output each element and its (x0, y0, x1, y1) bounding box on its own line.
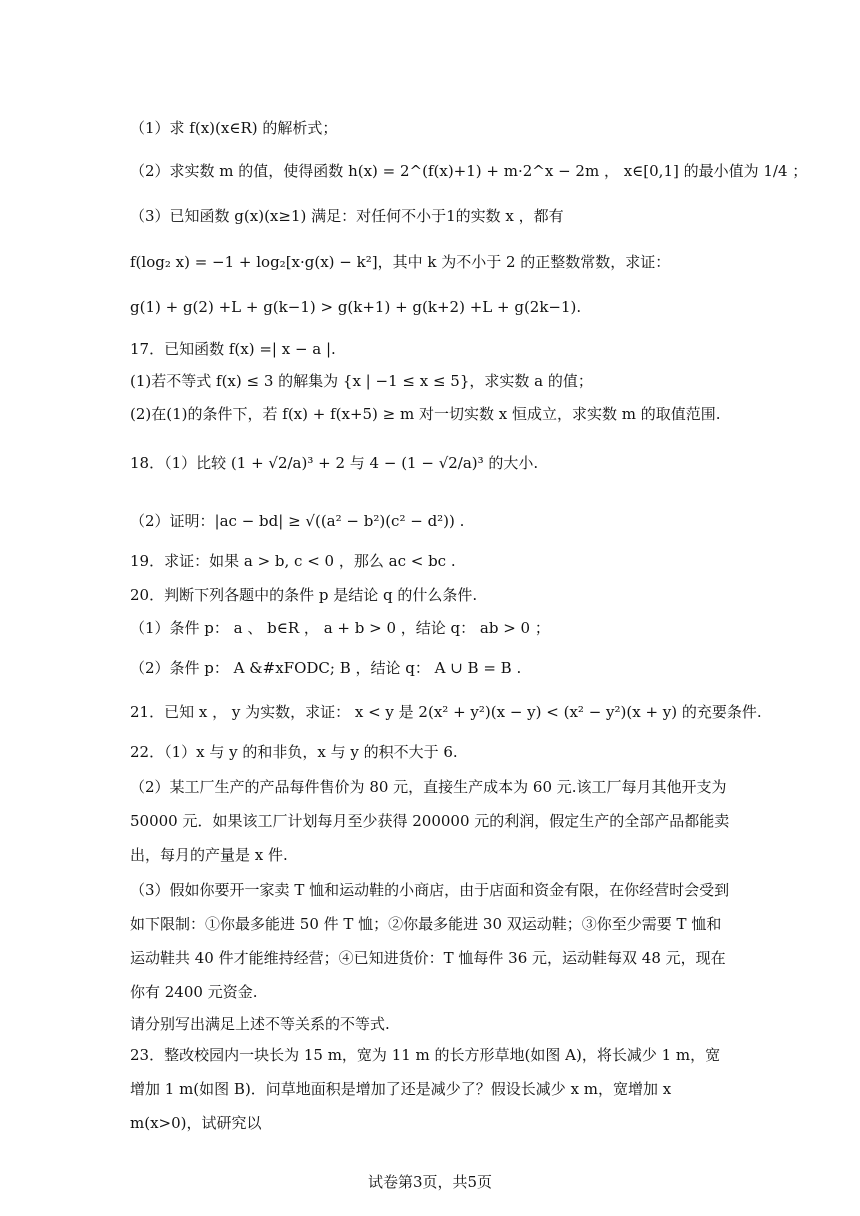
question-23: 23．整改校园内一块长为 15 m，宽为 11 m 的长方形草地(如图 A)，将长减少 1 m，宽增加 1 m(如图 B)．问草地面积是增加了还是减少了？假设长减少 x m，宽增加 x m(x>0)，试研究以 (130, 1046, 721, 1132)
item-3-3-condition: f(log₂ x) = −1 + log₂[x·g(x) − k²]，其中 k 为不小于 2 的正整数常数，求证： (130, 253, 671, 271)
question-22-part2: （2）某工厂生产的产品每件售价为 80 元，直接生产成本为 60 元.该工厂每月其他开支为 50000 元．如果该工厂计划每月至少获得 200000 元的利润，假定生产的全部产品都能卖出，每月的产量是 x 件. (130, 778, 730, 864)
question-20-part1: （1）条件 p： a 、 b∈R ， a + b > 0 ，结论 q： ab > 0 ； (130, 619, 550, 637)
question-17-part2: (2)在(1)的条件下，若 f(x) + f(x+5) ≥ m 对一切实数 x 恒成立，求实数 m 的取值范围. (130, 405, 721, 423)
item-3-3-inequality: g(1) + g(2) +L + g(k−1) > g(k+1) + g(k+2) +L + g(2k−1). (130, 298, 582, 316)
question-19: 19．求证：如果 a > b, c < 0 ，那么 ac < bc . (130, 552, 456, 570)
question-22-part1: 22．（1）x 与 y 的和非负，x 与 y 的积不大于 6. (130, 743, 458, 761)
item-3-1-text: （1）求 f(x)(x∈R) 的解析式； (130, 119, 338, 137)
question-22-part3: （3）假如你要开一家卖 T 恤和运动鞋的小商店，由于店面和资金有限，在你经营时会受到如下限制：①你最多能进 50 件 T 恤；②你最多能进 30 双运动鞋；③你至少需要 T 恤和运动鞋共 40 件才能维持经营；④已知进货价：T 恤每件 36 元，运动鞋每双 48 元，现在你有 2400 元资金. (130, 881, 730, 1001)
page-footer: 试卷第3页，共5页 (367, 1173, 493, 1191)
question-18-part2: （2）证明：|ac − bd| ≥ √((a² − b²)(c² − d²)) . (130, 512, 465, 530)
question-18-part1: 18．（1）比较 (1 + √2/a)³ + 2 与 4 − (1 − √2/a)³ 的大小. (130, 454, 539, 472)
question-22-instruction: 请分别写出满足上述不等关系的不等式. (130, 1015, 390, 1033)
question-20-stem: 20．判断下列各题中的条件 p 是结论 q 的什么条件. (130, 586, 478, 604)
item-3-3-text: （3）已知函数 g(x)(x≥1) 满足：对任何不小于1的实数 x ，都有 (130, 207, 564, 225)
question-17-stem: 17．已知函数 f(x) =| x − a |. (130, 340, 336, 358)
question-17-part1: (1)若不等式 f(x) ≤ 3 的解集为 {x | −1 ≤ x ≤ 5}，求实数 a 的值； (130, 372, 593, 390)
item-3-2-text: （2）求实数 m 的值，使得函数 h(x) = 2^(f(x)+1) + m·2^x − 2m ， x∈[0,1] 的最小值为 1/4 ； (130, 162, 808, 180)
question-21: 21．已知 x ， y 为实数，求证： x < y 是 2(x² + y²)(x − y) < (x² − y²)(x + y) 的充要条件. (130, 703, 762, 721)
question-20-part2: （2）条件 p： A &#xFODC; B ，结论 q： A ∪ B = B . (130, 659, 522, 677)
